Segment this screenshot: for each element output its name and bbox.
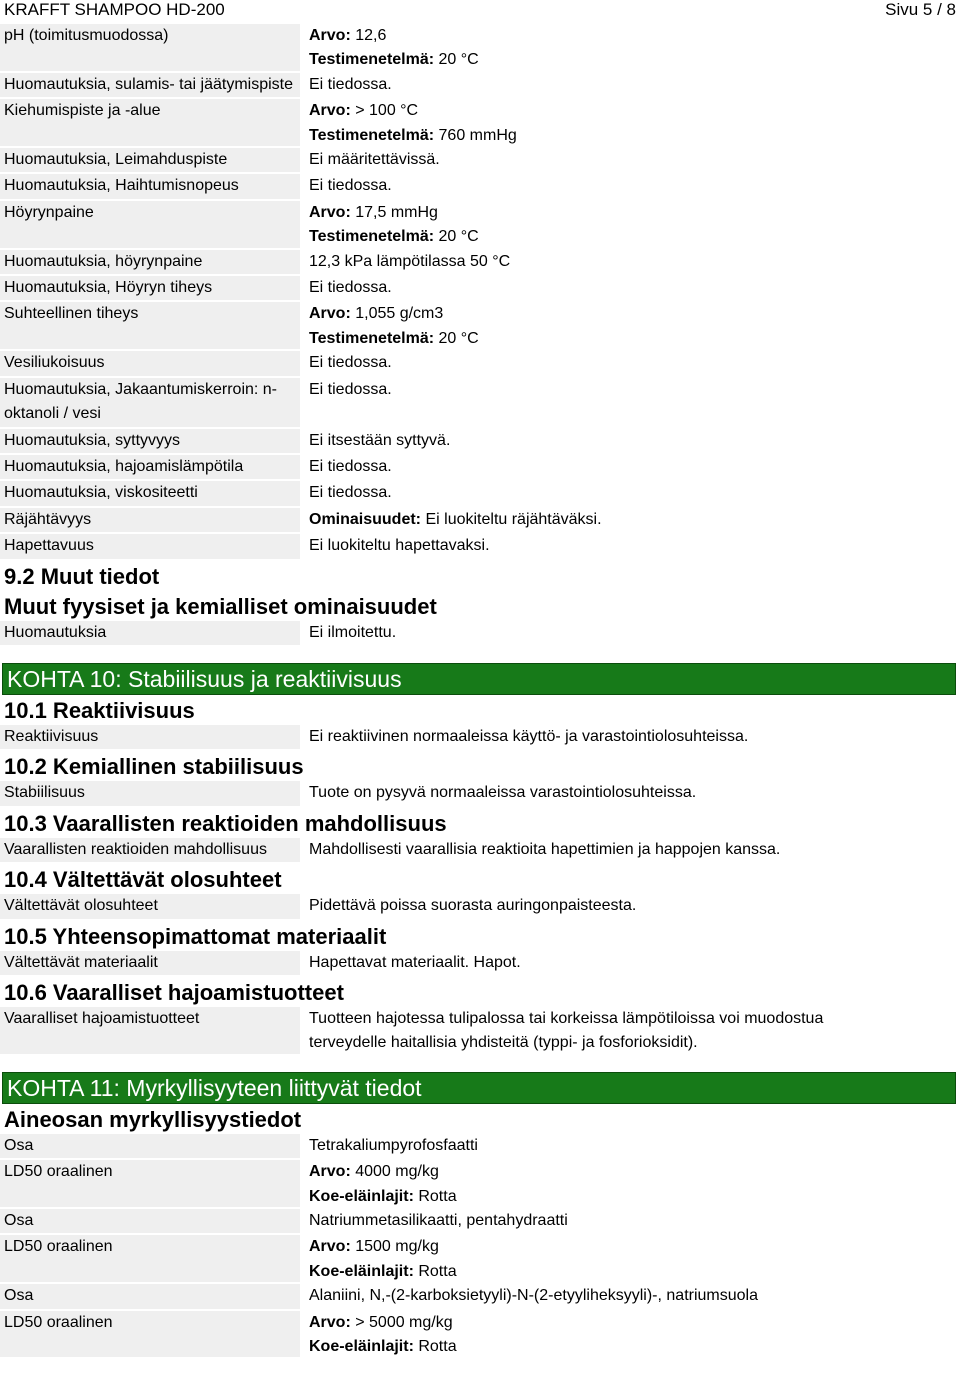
- property-value: [306, 894, 960, 920]
- property-value: [306, 951, 960, 977]
- value-text: 12,3 kPa lämpötilassa 50 °C: [309, 252, 511, 270]
- subsection-heading: 10.3 Vaarallisten reaktioiden mahdollisuus: [4, 810, 447, 836]
- document-title: KRAFFT SHAMPOO HD-200: [4, 0, 225, 19]
- property-value: [306, 1284, 960, 1310]
- property-row: [0, 1160, 960, 1209]
- other-properties-list: [0, 621, 960, 647]
- value-line: [309, 455, 960, 479]
- value-field-name: Testimenetelmä:: [309, 126, 435, 144]
- property-row: [0, 99, 960, 148]
- value-text: Ei reaktiivinen normaaleissa käyttö- ja varastointiolosuhteissa.: [309, 727, 749, 745]
- property-label: Huomautuksia, syttyvyys: [0, 429, 300, 453]
- value-line: [309, 1185, 960, 1209]
- value-line: [309, 276, 960, 300]
- property-label: Räjähtävyys: [0, 508, 300, 532]
- property-label: Huomautuksia, viskositeetti: [0, 481, 300, 505]
- property-row: [0, 508, 960, 534]
- value-text: 4000 mg/kg: [350, 1163, 439, 1181]
- property-value: [306, 429, 960, 455]
- subsection-rows: [0, 781, 960, 807]
- subsection-heading: 10.2 Kemiallinen stabiilisuus: [4, 754, 304, 780]
- value-line: [309, 148, 960, 172]
- property-label: Stabiilisuus: [0, 781, 300, 805]
- value-line: [309, 351, 960, 375]
- property-value: [306, 73, 960, 99]
- property-row: [0, 1134, 960, 1160]
- property-label: Huomautuksia, Haihtumisnopeus: [0, 174, 300, 198]
- value-text: Tuotteen hajotessa tulipalossa tai korkeissa lämpötiloissa voi muodostua: [309, 1009, 824, 1027]
- property-label: LD50 oraalinen: [0, 1235, 300, 1282]
- value-line: [309, 838, 960, 862]
- subsection-rows: [0, 894, 960, 920]
- value-line: [309, 481, 960, 505]
- property-value: [306, 508, 960, 534]
- value-text: Ei ilmoitettu.: [309, 623, 397, 641]
- value-line: [309, 621, 960, 645]
- value-line: [309, 1209, 960, 1233]
- value-line: [309, 1335, 960, 1359]
- value-text: 17,5 mmHg: [350, 203, 438, 221]
- value-line: [309, 781, 960, 805]
- value-text: 20 °C: [434, 51, 479, 69]
- property-label: Huomautuksia, Leimahduspiste: [0, 148, 300, 172]
- property-label: Vaarallisten reaktioiden mahdollisuus: [0, 838, 300, 862]
- property-value: [306, 378, 960, 429]
- property-row: [0, 302, 960, 351]
- value-text: 1,055 g/cm3: [350, 305, 444, 323]
- property-value: [306, 148, 960, 174]
- property-value: [306, 1007, 960, 1056]
- property-label: Osa: [0, 1209, 300, 1233]
- value-line: [309, 1260, 960, 1284]
- property-row: [0, 250, 960, 276]
- value-field-name: Arvo:: [309, 203, 351, 221]
- value-field-name: Arvo:: [309, 1313, 351, 1331]
- value-field-name: Arvo:: [309, 27, 351, 44]
- subsection-heading: 10.1 Reaktiivisuus: [4, 697, 195, 723]
- property-label: Vältettävät olosuhteet: [0, 894, 300, 918]
- property-row: [0, 378, 960, 429]
- value-field-name: Arvo:: [309, 1163, 351, 1181]
- subsection-heading: 10.4 Vältettävät olosuhteet: [4, 867, 282, 893]
- property-row: [0, 73, 960, 99]
- value-text: 20 °C: [434, 329, 479, 347]
- value-line: [309, 534, 960, 558]
- property-row: [0, 276, 960, 302]
- value-text: Ei tiedossa.: [309, 279, 392, 297]
- property-value: [306, 201, 960, 250]
- property-row: [0, 951, 960, 977]
- value-text: Ei luokiteltu räjähtäväksi.: [421, 510, 602, 528]
- property-row: [0, 894, 960, 920]
- value-line: [309, 250, 960, 274]
- value-text: Ei tiedossa.: [309, 380, 392, 398]
- value-text: Ei tiedossa.: [309, 457, 392, 475]
- property-label: Huomautuksia, hajoamislämpötila: [0, 455, 300, 479]
- value-line: [309, 1160, 960, 1184]
- value-text: Rotta: [413, 1262, 457, 1280]
- property-row: [0, 174, 960, 200]
- value-text: > 100 °C: [350, 102, 419, 120]
- property-value: [306, 99, 960, 148]
- subsection-rows: [0, 838, 960, 864]
- property-row: [0, 201, 960, 250]
- value-line: [309, 174, 960, 198]
- property-value: [306, 481, 960, 507]
- property-value: [306, 250, 960, 276]
- value-text: Natriummetasilikaatti, pentahydraatti: [309, 1212, 568, 1229]
- property-row: [0, 1311, 960, 1360]
- value-line: [309, 48, 960, 72]
- property-value: [306, 1235, 960, 1284]
- value-text: 20 °C: [434, 228, 479, 246]
- property-row: [0, 1209, 960, 1235]
- toxicity-list: [0, 1134, 960, 1360]
- value-line: [309, 1031, 960, 1055]
- subsection-rows: [0, 1007, 960, 1056]
- property-label: pH (toimitusmuodossa): [0, 24, 300, 71]
- value-field-name: Koe-eläinlajit:: [309, 1262, 414, 1280]
- property-value: [306, 1134, 960, 1160]
- physical-properties-list: [0, 24, 960, 561]
- value-line: [309, 73, 960, 97]
- value-field-name: Arvo:: [309, 102, 351, 120]
- property-value: [306, 174, 960, 200]
- value-text: 12,6: [350, 27, 387, 44]
- property-row: [0, 148, 960, 174]
- property-value: [306, 351, 960, 377]
- property-value: [306, 725, 960, 751]
- property-label: Huomautuksia, höyrynpaine: [0, 250, 300, 274]
- section-11-banner: KOHTA 11: Myrkyllisyyteen liittyvät tiedot: [2, 1072, 956, 1104]
- subsection-heading: 10.6 Vaaralliset hajoamistuotteet: [4, 979, 344, 1005]
- property-label: Huomautuksia, Höyryn tiheys: [0, 276, 300, 300]
- value-text: Pidettävä poissa suorasta auringonpaisteesta.: [309, 897, 637, 915]
- property-row: [0, 1235, 960, 1284]
- subsection-rows: [0, 725, 960, 751]
- value-field-name: Testimenetelmä:: [309, 51, 435, 69]
- value-line: [309, 1007, 960, 1031]
- value-text: Ei määritettävissä.: [309, 151, 440, 169]
- property-row: [0, 351, 960, 377]
- value-field-name: Koe-eläinlajit:: [309, 1338, 414, 1356]
- value-text: Ei tiedossa.: [309, 75, 392, 93]
- value-field-name: Ominaisuudet:: [309, 510, 422, 528]
- value-field-name: Testimenetelmä:: [309, 228, 435, 246]
- value-text: Mahdollisesti vaarallisia reaktioita hapettimien ja happojen kanssa.: [309, 840, 781, 858]
- value-text: Ei tiedossa.: [309, 484, 392, 502]
- document-body: [0, 24, 960, 1359]
- property-value: [306, 621, 960, 647]
- other-properties-heading: Muut fyysiset ja kemialliset ominaisuudet: [4, 593, 437, 619]
- property-value: [306, 781, 960, 807]
- value-text: 760 mmHg: [434, 126, 517, 144]
- value-text: Rotta: [413, 1187, 457, 1205]
- value-line: [309, 1235, 960, 1259]
- value-text: Ei tiedossa.: [309, 354, 392, 372]
- value-line: [309, 124, 960, 148]
- page-header: [0, 0, 960, 24]
- value-line: [309, 225, 960, 249]
- property-row: [0, 24, 960, 73]
- value-text: Alaniini, N,-(2-karboksietyyli)-N-(2-etyyliheksyyli)-, natriumsuola: [309, 1287, 758, 1305]
- value-line: [309, 378, 960, 402]
- property-value: [306, 838, 960, 864]
- property-label: LD50 oraalinen: [0, 1311, 300, 1358]
- value-line: [309, 1284, 960, 1308]
- value-text: > 5000 mg/kg: [350, 1313, 453, 1331]
- value-text: Tetrakaliumpyrofosfaatti: [309, 1136, 478, 1154]
- property-label: Vesiliukoisuus: [0, 351, 300, 375]
- value-field-name: Arvo:: [309, 1238, 351, 1256]
- property-label: Huomautuksia: [0, 621, 300, 645]
- property-row: [0, 481, 960, 507]
- property-value: [306, 534, 960, 560]
- property-value: [306, 1209, 960, 1235]
- value-field-name: Koe-eläinlajit:: [309, 1187, 414, 1205]
- section-10-content: [0, 697, 960, 1056]
- property-label: Vältettävät materiaalit: [0, 951, 300, 975]
- value-line: [309, 894, 960, 918]
- subsection-heading: 10.5 Yhteensopimattomat materiaalit: [4, 923, 387, 949]
- value-line: [309, 201, 960, 225]
- property-row: [0, 455, 960, 481]
- subsection-rows: [0, 951, 960, 977]
- property-label: Vaaralliset hajoamistuotteet: [0, 1007, 300, 1054]
- property-row: [0, 838, 960, 864]
- value-line: [309, 1134, 960, 1158]
- property-value: [306, 455, 960, 481]
- section-10-banner: KOHTA 10: Stabiilisuus ja reaktiivisuus: [2, 663, 956, 695]
- property-label: Huomautuksia, sulamis- tai jäätymispiste: [0, 73, 300, 97]
- property-row: [0, 725, 960, 751]
- value-field-name: Arvo:: [309, 305, 351, 323]
- value-line: [309, 951, 960, 975]
- property-label: Suhteellinen tiheys: [0, 302, 300, 349]
- value-text: Ei luokiteltu hapettavaksi.: [309, 537, 490, 555]
- page-number: Sivu 5 / 8: [885, 0, 956, 19]
- property-row: [0, 1007, 960, 1056]
- value-text: Hapettavat materiaalit. Hapot.: [309, 953, 521, 971]
- value-line: [309, 429, 960, 453]
- property-label: Hapettavuus: [0, 534, 300, 558]
- value-line: [309, 508, 960, 532]
- section-9-2-heading: 9.2 Muut tiedot: [4, 563, 160, 589]
- property-value: [306, 302, 960, 351]
- value-line: [309, 302, 960, 326]
- value-line: [309, 1311, 960, 1335]
- value-text: Tuote on pysyvä normaaleissa varastointiolosuhteissa.: [309, 784, 697, 802]
- property-value: [306, 1160, 960, 1209]
- property-row: [0, 621, 960, 647]
- property-value: [306, 24, 960, 73]
- property-row: [0, 534, 960, 560]
- property-label: LD50 oraalinen: [0, 1160, 300, 1207]
- value-text: Rotta: [413, 1338, 457, 1356]
- value-text: 1500 mg/kg: [350, 1238, 439, 1256]
- property-row: [0, 429, 960, 455]
- property-label: Höyrynpaine: [0, 201, 300, 248]
- value-text: Ei itsestään syttyvä.: [309, 431, 451, 449]
- property-value: [306, 1311, 960, 1360]
- value-line: [309, 327, 960, 351]
- value-field-name: Testimenetelmä:: [309, 329, 435, 347]
- component-toxicity-heading: Aineosan myrkyllisyystiedot: [4, 1106, 302, 1132]
- value-text: terveydelle haitallisia yhdisteitä (typpi- ja fosforioksidit).: [309, 1034, 698, 1052]
- property-label: Osa: [0, 1134, 300, 1158]
- property-row: [0, 781, 960, 807]
- property-label: Huomautuksia, Jakaantumiskerroin: n-oktanoli / vesi: [0, 378, 300, 427]
- value-text: Ei tiedossa.: [309, 177, 392, 195]
- property-row: [0, 1284, 960, 1310]
- property-label: Kiehumispiste ja -alue: [0, 99, 300, 146]
- value-line: [309, 99, 960, 123]
- value-line: [309, 725, 960, 749]
- property-label: Osa: [0, 1284, 300, 1308]
- value-line: [309, 24, 960, 48]
- property-label: Reaktiivisuus: [0, 725, 300, 749]
- property-value: [306, 276, 960, 302]
